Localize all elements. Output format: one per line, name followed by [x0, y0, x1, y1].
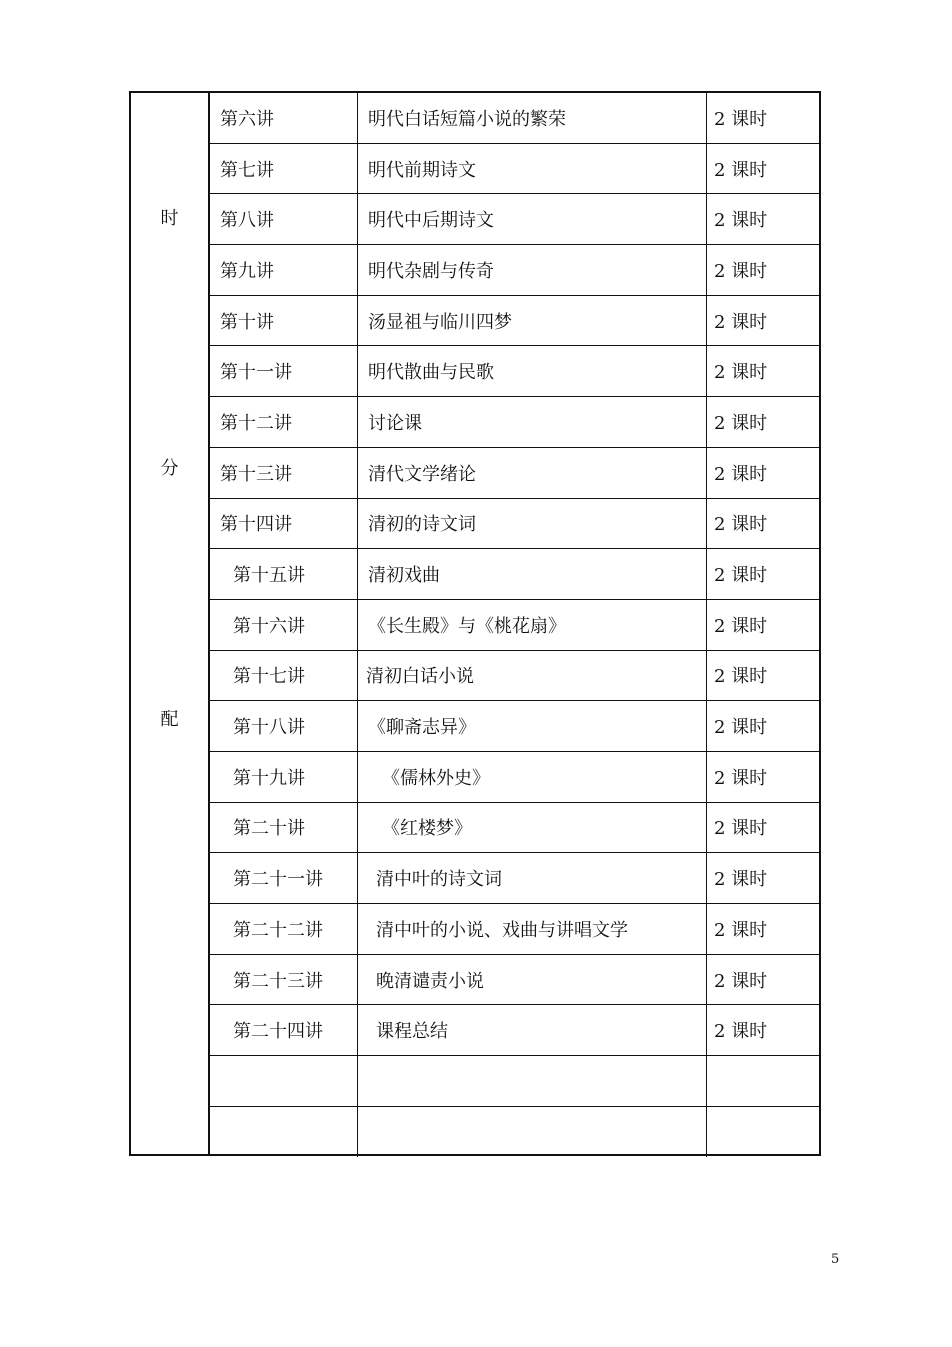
lecture-cell: 第十二讲 [210, 397, 358, 447]
lecture-cell: 第二十四讲 [210, 1005, 358, 1055]
table-row [210, 296, 821, 347]
topic-cell: 清初戏曲 [358, 549, 707, 599]
topic-cell: 《聊斋志异》 [358, 701, 707, 751]
table-row [210, 448, 821, 499]
hours-cell: 2 课时 [714, 260, 768, 282]
hours-cell: 2 课时 [714, 210, 768, 232]
table-row [210, 651, 821, 702]
table-row [210, 701, 821, 752]
lecture-cell: 第九讲 [210, 245, 358, 295]
lecture-cell: 第十三讲 [210, 448, 358, 498]
topic-cell: 《红楼梦》 [358, 803, 707, 853]
table-row [210, 1005, 821, 1056]
lecture-cell: 第十讲 [210, 296, 358, 346]
lecture-cell: 第六讲 [210, 93, 358, 143]
topic-cell: 明代散曲与民歌 [358, 346, 707, 396]
hours-cell: 2 课时 [714, 565, 768, 587]
lecture-cell [210, 1107, 358, 1158]
table-row [210, 1056, 821, 1107]
table-body [210, 93, 821, 1157]
topic-cell: 《长生殿》与《桃花扇》 [358, 600, 707, 650]
hours-cell: 2 课时 [714, 1021, 768, 1043]
topic-cell: 明代前期诗文 [358, 144, 707, 194]
lecture-cell: 第十六讲 [210, 600, 358, 650]
lecture-cell [210, 1056, 358, 1106]
hours-cell: 2 课时 [714, 869, 768, 891]
topic-cell [358, 1107, 707, 1158]
lecture-cell: 第十四讲 [210, 499, 358, 549]
lecture-cell: 第二十三讲 [210, 955, 358, 1005]
topic-cell: 清中叶的诗文词 [358, 853, 707, 903]
topic-cell [358, 1056, 707, 1106]
page-number: 5 [831, 1252, 840, 1267]
topic-cell: 汤显祖与临川四梦 [358, 296, 707, 346]
lecture-cell: 第十九讲 [210, 752, 358, 802]
side-label-column [131, 93, 210, 1154]
table-row [210, 600, 821, 651]
topic-cell: 清初白话小说 [358, 651, 707, 701]
table-row [210, 346, 821, 397]
hours-cell: 2 课时 [714, 108, 768, 130]
hours-cell: 2 课时 [714, 159, 768, 181]
topic-cell: 明代杂剧与传奇 [358, 245, 707, 295]
hours-cell: 2 课时 [714, 818, 768, 840]
table-row [210, 752, 821, 803]
lecture-cell: 第十八讲 [210, 701, 358, 751]
hours-cell [707, 1107, 821, 1158]
topic-cell: 明代中后期诗文 [358, 194, 707, 244]
side-label-shi: 时 [160, 208, 179, 229]
topic-cell: 清中叶的小说、戏曲与讲唱文学 [358, 904, 707, 954]
table-row [210, 194, 821, 245]
topic-cell: 课程总结 [358, 1005, 707, 1055]
hours-cell: 2 课时 [714, 412, 768, 434]
topic-cell: 《儒林外史》 [358, 752, 707, 802]
lecture-cell: 第十七讲 [210, 651, 358, 701]
table-row [210, 144, 821, 195]
lecture-cell: 第七讲 [210, 144, 358, 194]
schedule-table [129, 91, 821, 1156]
hours-cell: 2 课时 [714, 514, 768, 536]
hours-cell: 2 课时 [714, 463, 768, 485]
lecture-cell: 第十一讲 [210, 346, 358, 396]
lecture-cell: 第二十二讲 [210, 904, 358, 954]
table-row [210, 904, 821, 955]
hours-cell: 2 课时 [714, 362, 768, 384]
topic-cell: 讨论课 [358, 397, 707, 447]
topic-cell: 晚清谴责小说 [358, 955, 707, 1005]
table-row [210, 803, 821, 854]
hours-cell [707, 1056, 821, 1106]
lecture-cell: 第八讲 [210, 194, 358, 244]
hours-cell: 2 课时 [714, 615, 768, 637]
side-label-fen: 分 [160, 458, 179, 479]
table-row [210, 1107, 821, 1158]
topic-cell: 清代文学绪论 [358, 448, 707, 498]
lecture-cell: 第二十讲 [210, 803, 358, 853]
table-row [210, 853, 821, 904]
hours-cell: 2 课时 [714, 717, 768, 739]
hours-cell: 2 课时 [714, 311, 768, 333]
hours-cell: 2 课时 [714, 919, 768, 941]
table-row [210, 549, 821, 600]
lecture-cell: 第十五讲 [210, 549, 358, 599]
topic-cell: 明代白话短篇小说的繁荣 [358, 93, 707, 143]
hours-cell: 2 课时 [714, 666, 768, 688]
table-row [210, 499, 821, 550]
hours-cell: 2 课时 [714, 970, 768, 992]
table-row [210, 93, 821, 144]
topic-cell: 清初的诗文词 [358, 499, 707, 549]
table-row [210, 955, 821, 1006]
table-row [210, 245, 821, 296]
table-row [210, 397, 821, 448]
side-label-pei: 配 [160, 709, 179, 730]
lecture-cell: 第二十一讲 [210, 853, 358, 903]
hours-cell: 2 课时 [714, 767, 768, 789]
